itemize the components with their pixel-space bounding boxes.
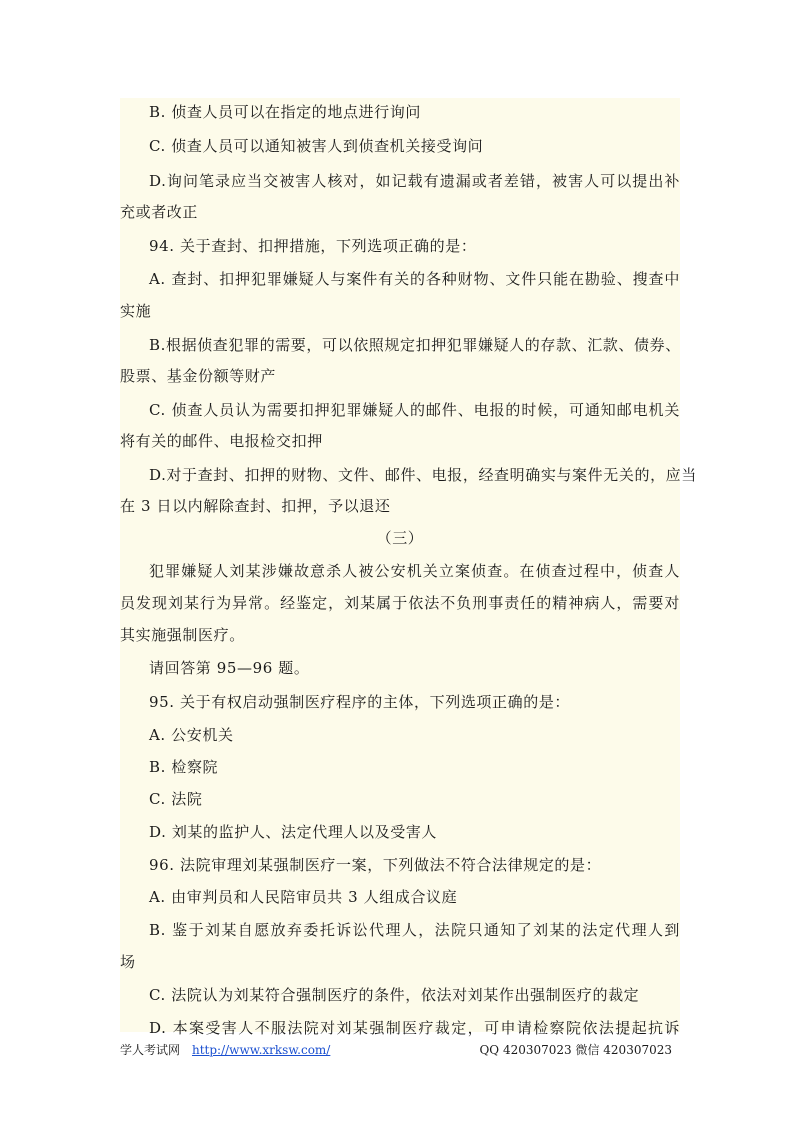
option-a-q94-line1: A. 查封、扣押犯罪嫌疑人与案件有关的各种财物、文件只能在勘验、搜查中	[149, 270, 680, 288]
option-b-q93: B. 侦查人员可以在指定的地点进行询问	[149, 103, 421, 121]
case-paragraph-line3: 其实施强制医疗。	[120, 626, 245, 644]
option-b-q94-line2: 股票、基金份额等财产	[120, 367, 277, 385]
option-a-q95: A. 公安机关	[149, 726, 234, 744]
footer-site-link[interactable]: http://www.xrksw.com/	[192, 1043, 331, 1057]
document-body	[120, 98, 697, 1037]
option-b-q96-line2: 场	[120, 953, 136, 971]
question-96: 96. 法院审理刘某强制医疗一案，下列做法不符合法律规定的是：	[149, 856, 602, 874]
option-d-q94-line2: 在 3 日以内解除查封、扣押，予以退还	[120, 497, 391, 515]
option-b-q94-line1: B.根据侦查犯罪的需要，可以依照规定扣押犯罪嫌疑人的存款、汇款、债券、	[149, 336, 681, 354]
footer-site-name: 学人考试网	[120, 1043, 181, 1057]
answer-instruction: 请回答第 95—96 题。	[149, 659, 310, 677]
option-c-q93: C. 侦查人员可以通知被害人到侦查机关接受询问	[149, 137, 484, 155]
option-c-q94-line1: C. 侦查人员认为需要扣押犯罪嫌疑人的邮件、电报的时候，可通知邮电机关	[149, 401, 680, 419]
option-d-q93-line2: 充或者改正	[120, 203, 199, 221]
option-d-q94-line1: D.对于查封、扣押的财物、文件、邮件、电报，经查明确实与案件无关的，应当	[149, 466, 697, 484]
question-94: 94. 关于查封、扣押措施，下列选项正确的是：	[149, 237, 477, 255]
option-a-q94-line2: 实施	[120, 302, 152, 320]
option-d-q96: D. 本案受害人不服法院对刘某强制医疗裁定，可申请检察院依法提起抗诉	[149, 1019, 680, 1037]
option-a-q96: A. 由审判员和人民陪审员共 3 人组成合议庭	[149, 888, 458, 906]
option-d-q93-line1: D.询问笔录应当交被害人核对，如记载有遗漏或者差错，被害人可以提出补	[149, 172, 680, 190]
section-heading-3: （三）	[376, 529, 424, 547]
option-c-q96: C. 法院认为刘某符合强制医疗的条件，依法对刘某作出强制医疗的裁定	[149, 986, 640, 1004]
case-paragraph-line1: 犯罪嫌疑人刘某涉嫌故意杀人被公安机关立案侦查。在侦查过程中，侦查人	[149, 562, 680, 580]
option-d-q95: D. 刘某的监护人、法定代理人以及受害人	[149, 823, 438, 841]
option-b-q95: B. 检察院	[149, 758, 219, 776]
option-c-q94-line2: 将有关的邮件、电报检交扣押	[120, 432, 323, 450]
case-paragraph-line2: 员发现刘某行为异常。经鉴定，刘某属于依法不负刑事责任的精神病人，需要对	[120, 594, 680, 612]
option-b-q96-line1: B. 鉴于刘某自愿放弃委托诉讼代理人，法院只通知了刘某的法定代理人到	[149, 921, 680, 939]
question-95: 95. 关于有权启动强制医疗程序的主体，下列选项正确的是：	[149, 693, 571, 711]
footer-contact: QQ 420307023 微信 420307023	[479, 1043, 672, 1057]
option-c-q95: C. 法院	[149, 790, 203, 808]
page-footer	[120, 1040, 680, 1060]
